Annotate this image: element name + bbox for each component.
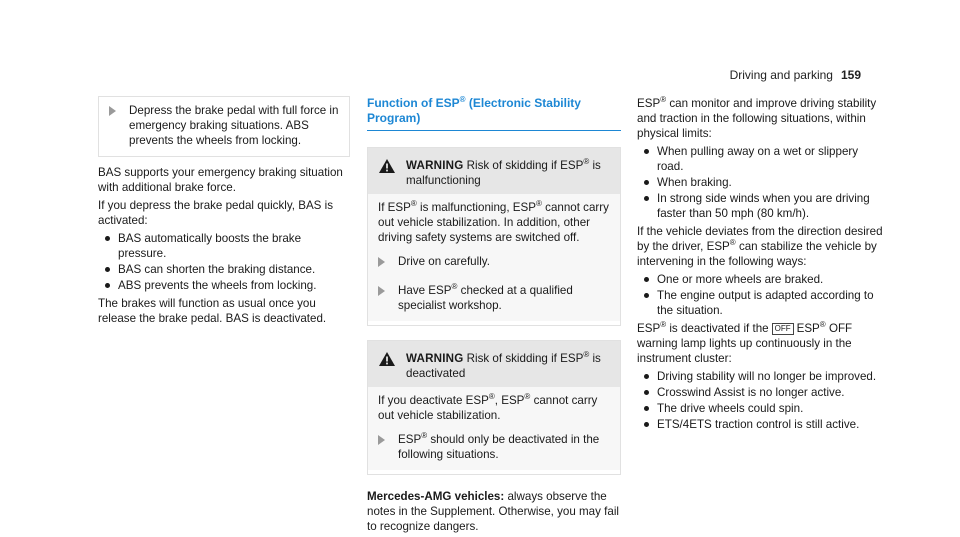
list-item: ABS prevents the wheels from locking. xyxy=(98,278,350,293)
warning-box xyxy=(367,340,621,475)
column-left xyxy=(98,96,350,329)
step-text: Have ESP® checked at a qualified specialist workshop. xyxy=(398,282,573,312)
list-item: Crosswind Assist is no longer active. xyxy=(637,385,885,400)
list-item: Driving stability will no longer be improved. xyxy=(637,369,885,384)
list-item: When braking. xyxy=(637,175,885,190)
esp-off-icon: OFF xyxy=(772,323,794,335)
paragraph: ESP® is deactivated if the OFF ESP® OFF warning lamp lights up continuously in the instrument cluster: xyxy=(637,320,853,365)
step-arrow-icon xyxy=(109,106,116,116)
paragraph: If you depress the brake pedal quickly, BAS is activated: xyxy=(98,199,334,227)
page-number: 159 xyxy=(840,68,861,82)
warning-triangle-icon xyxy=(378,158,406,178)
list-item: The drive wheels could spin. xyxy=(637,401,885,416)
paragraph: BAS supports your emergency braking situation with additional brake force. xyxy=(98,166,343,194)
list-item: One or more wheels are braked. xyxy=(637,272,885,287)
section-title: Function of ESP® (Electronic Stability Program) xyxy=(367,96,621,131)
bullet-list xyxy=(637,369,885,432)
instruction-step-box xyxy=(98,96,350,157)
paragraph: If the vehicle deviates from the direction desired by the driver, ESP® can stabilize the vehicle by intervening in the following ways: xyxy=(637,225,883,268)
step-text: ESP® should only be deactivated in the following situations. xyxy=(398,431,600,461)
column-right xyxy=(637,96,885,435)
step-arrow-icon xyxy=(378,435,385,445)
page-header xyxy=(730,68,861,83)
list-item: BAS automatically boosts the brake pressure. xyxy=(98,231,350,261)
warning-title: WARNING Risk of skidding if ESP® is deactivated xyxy=(406,350,601,380)
warning-text: If ESP® is malfunctioning, ESP® cannot carry out vehicle stabilization. In addition, other driving safety systems are switched off. xyxy=(378,199,609,244)
paragraph: ESP® can monitor and improve driving stability and traction in the following situations, within physical limits: xyxy=(637,95,877,140)
paragraph: Mercedes-AMG vehicles: always observe the notes in the Supplement. Otherwise, you may fail to recognize dangers. xyxy=(367,490,619,533)
bullet-list xyxy=(637,144,885,221)
step-arrow-icon xyxy=(378,286,385,296)
list-item: The engine output is adapted according to the situation. xyxy=(637,288,885,318)
step-arrow-icon xyxy=(378,257,385,267)
paragraph: The brakes will function as usual once you release the brake pedal. BAS is deactivated. xyxy=(98,297,327,325)
warning-text: If you deactivate ESP®, ESP® cannot carry out vehicle stabilization. xyxy=(378,392,598,422)
list-item: In strong side winds when you are driving faster than 50 mph (80 km/h). xyxy=(637,191,885,221)
warning-title: WARNING Risk of skidding if ESP® is malfunctioning xyxy=(406,157,601,187)
section-name: Driving and parking xyxy=(729,68,833,82)
list-item: When pulling away on a wet or slippery road. xyxy=(637,144,885,174)
bullet-list xyxy=(637,272,885,318)
list-item: BAS can shorten the braking distance. xyxy=(98,262,350,277)
list-item: ETS/4ETS traction control is still active. xyxy=(637,417,885,432)
step-text: Depress the brake pedal with full force in emergency braking situations. ABS prevents the wheels from locking. xyxy=(129,104,339,147)
bullet-list xyxy=(98,231,350,293)
amg-label: Mercedes-AMG vehicles: xyxy=(367,490,505,503)
step-text: Drive on carefully. xyxy=(398,255,490,268)
warning-box xyxy=(367,147,621,326)
warning-triangle-icon xyxy=(378,351,406,371)
column-middle xyxy=(367,96,621,537)
